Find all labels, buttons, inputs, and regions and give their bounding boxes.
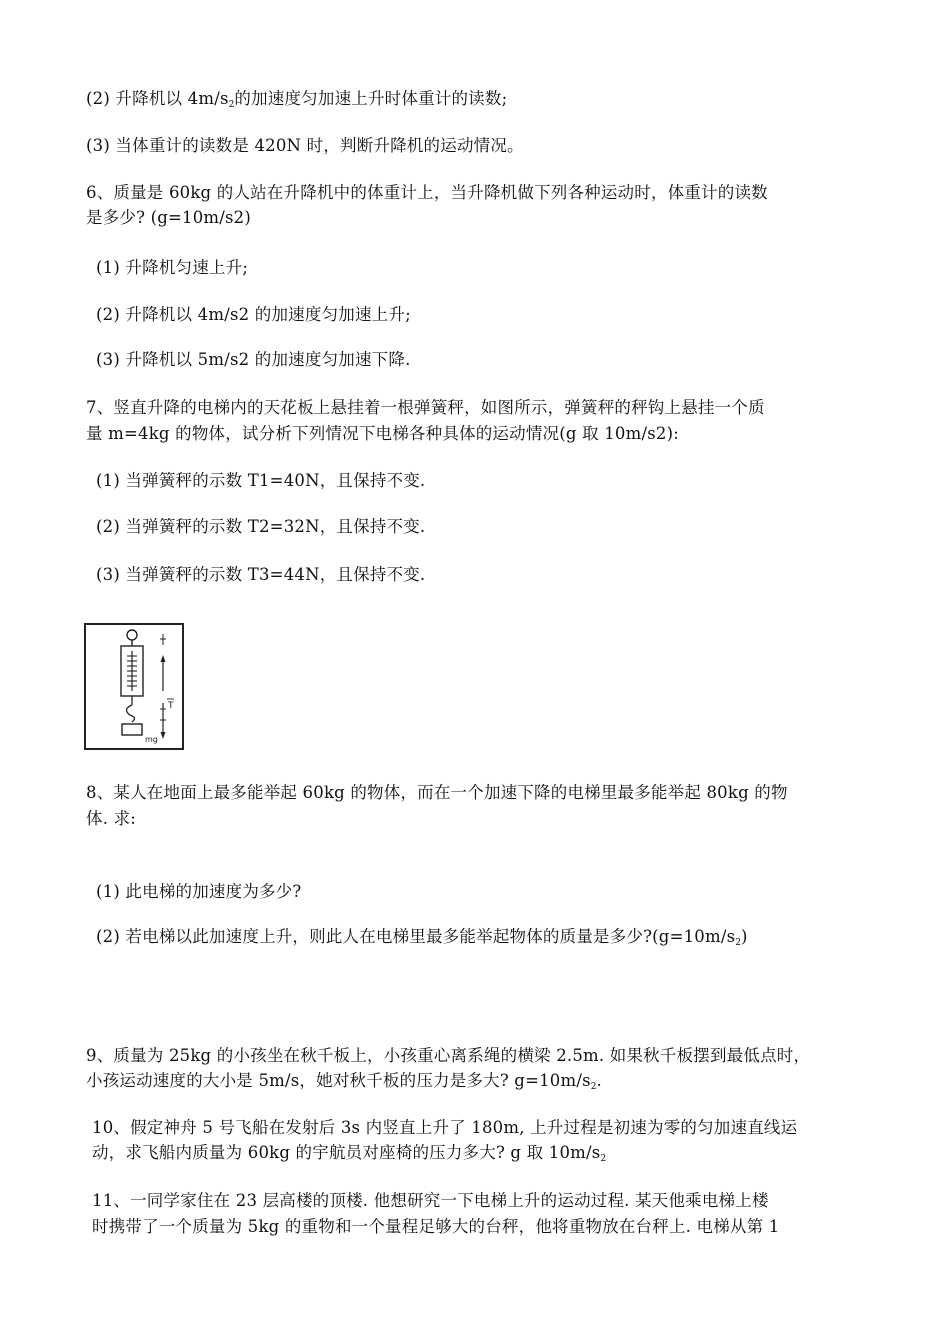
q5-part2-rest: 的加速度匀加速上升时体重计的读数; — [234, 89, 508, 108]
q7-stem-line2: 量 m=4kg 的物体，试分析下列情况下电梯各种具体的运动情况(g 取 10m/s2): — [86, 424, 679, 443]
q5-part2-sub: 2 — [228, 100, 235, 110]
q9-line1: 9、质量为 25kg 的小孩坐在秋千板上，小孩重心离系绳的横梁 2.5m. 如果秋千板摆到最低点时， — [86, 1046, 811, 1065]
q7-part1: (1) 当弹簧秤的示数 T1=40N，且保持不变. — [96, 471, 426, 490]
q7-part2: (2) 当弹簧秤的示数 T2=32N，且保持不变. — [96, 517, 426, 536]
q8-part2-text: (2) 若电梯以此加速度上升，则此人在电梯里最多能举起物体的质量是多少?(g=10m/s — [96, 927, 736, 946]
q8-part2-sub: 2 — [735, 938, 741, 948]
q7-part3: (3) 当弹簧秤的示数 T3=44N，且保持不变. — [96, 565, 426, 584]
q10-line2-text: 动，求飞船内质量为 60kg 的宇航员对座椅的压力多大? g 取 10m/s — [92, 1143, 601, 1162]
q6-stem-line2: 是多少? (g=10m/s2) — [86, 208, 252, 227]
q9-line2 — [86, 1070, 602, 1098]
scale-hook — [127, 705, 135, 722]
q6-part2: (2) 升降机以 4m/s2 的加速度匀加速上升; — [96, 305, 411, 324]
q8-stem-line1: 8、某人在地面上最多能举起 60kg 的物体，而在一个加速下降的电梯里最多能举起 80kg 的物 — [86, 783, 788, 802]
q8-stem-line2: 体. 求: — [86, 809, 137, 828]
q11-line1: 11、一同学家住在 23 层高楼的顶楼. 他想研究一下电梯上升的运动过程. 某天他乘电梯上楼 — [92, 1191, 769, 1210]
q9-line2-sub: 2 — [590, 1082, 597, 1092]
q7-stem-line1: 7、竖直升降的电梯内的天花板上悬挂着一根弹簧秤，如图所示，弹簧秤的秤钩上悬挂一个质 — [86, 398, 765, 417]
mg-label: mg — [145, 735, 158, 744]
spring-scale-figure — [84, 623, 184, 750]
q9-line2-text: 小孩运动速度的大小是 5m/s，她对秋千板的压力是多大? g=10m/s — [86, 1071, 591, 1090]
q5-part3: (3) 当体重计的读数是 420N 时，判断升降机的运动情况。 — [86, 136, 524, 155]
q10-line2-sub: 2 — [600, 1154, 607, 1164]
q8-part2-rest: ) — [741, 927, 748, 946]
q5-part2-text: (2) 升降机以 4m/s — [86, 89, 229, 108]
q6-part1: (1) 升降机匀速上升; — [96, 258, 249, 277]
q8-part1: (1) 此电梯的加速度为多少? — [96, 882, 302, 901]
q9-line2-rest: . — [596, 1071, 602, 1090]
tension-label: T — [168, 701, 174, 711]
q8-part2 — [96, 926, 748, 954]
hanging-mass-box — [122, 724, 142, 735]
q10-line2 — [92, 1142, 606, 1170]
q6-part3: (3) 升降机以 5m/s2 的加速度匀加速下降. — [96, 350, 411, 369]
q6-stem-line1: 6、质量是 60kg 的人站在升降机中的体重计上，当升降机做下列各种运动时，体重计的读数 — [86, 183, 768, 202]
q11-line2: 时携带了一个质量为 5kg 的重物和一个量程足够大的台秤，他将重物放在台秤上. 电梯从第 1 — [92, 1217, 780, 1236]
q5-part2 — [86, 88, 507, 116]
q10-line1: 10、假定神舟 5 号飞船在发射后 3s 内竖直上升了 180m, 上升过程是初速为零的匀加速直线运 — [92, 1118, 798, 1137]
spring-hanger-ring — [127, 630, 137, 640]
